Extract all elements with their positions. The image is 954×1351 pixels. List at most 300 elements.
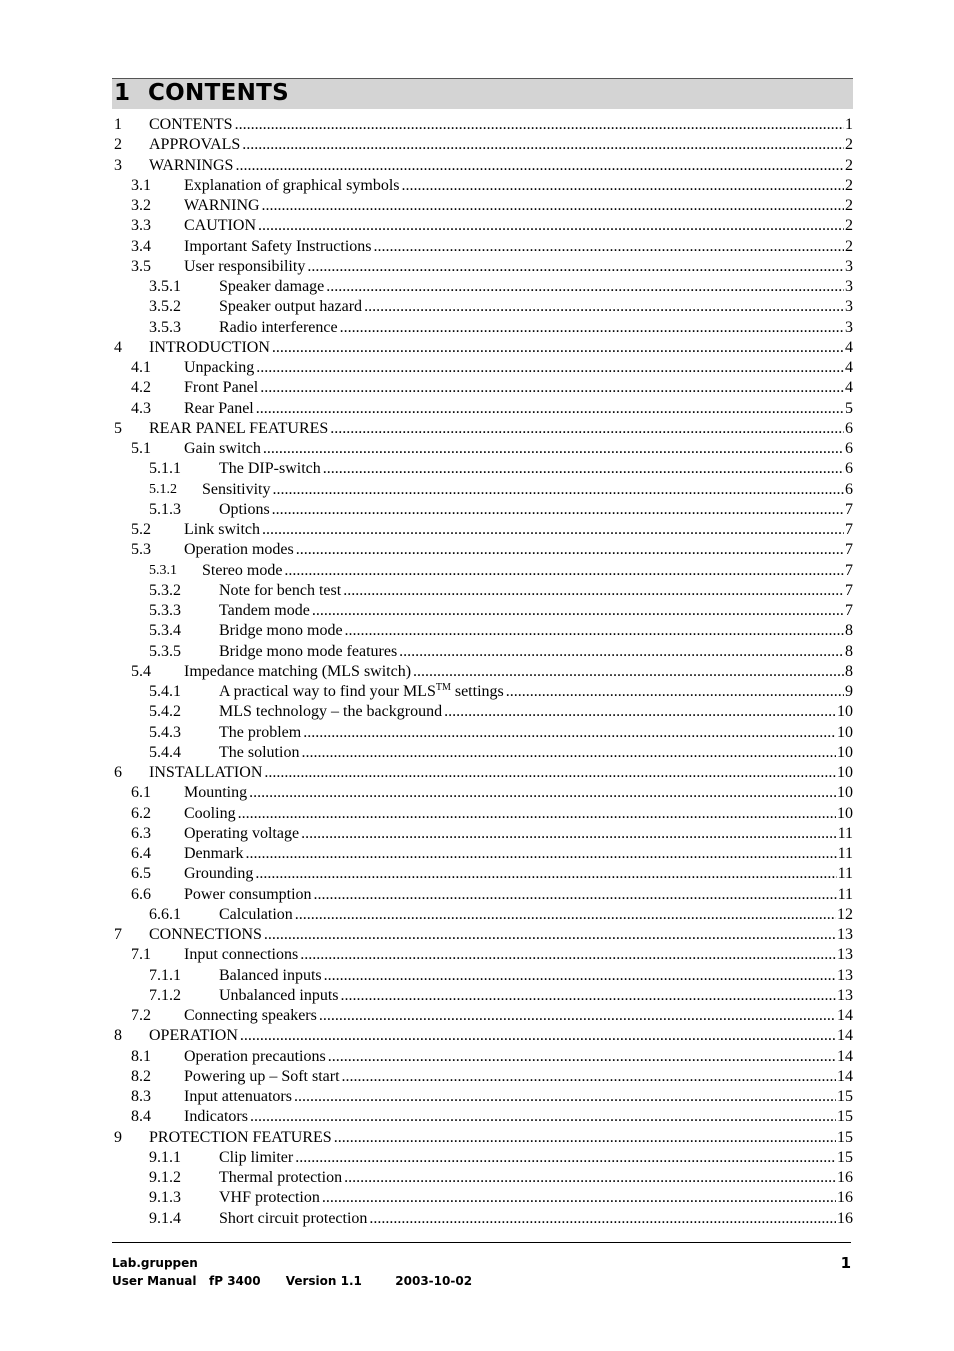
toc-entry-line (184, 520, 853, 540)
dot-leader (284, 561, 844, 581)
toc-entry-line (184, 439, 853, 459)
toc-entry-title-text: Link switch (184, 521, 260, 538)
toc-entry-number: 5.3 (131, 541, 151, 559)
toc-entry-number: 5.4.4 (149, 743, 181, 761)
toc-entry-number: 5.3.1 (149, 562, 177, 578)
toc-entry-title-text: INTRODUCTION (149, 338, 270, 356)
toc-entry-number: 3.1 (131, 176, 151, 194)
toc-entry-line (219, 966, 853, 986)
dot-leader (334, 1128, 836, 1148)
dot-leader (242, 135, 844, 155)
toc-entry-line (184, 378, 853, 398)
toc-entry-title (184, 237, 372, 257)
toc-entry-page: 14 (837, 1027, 853, 1045)
toc-entry[interactable] (112, 338, 853, 358)
toc-entry-number: 3.4 (131, 237, 151, 255)
toc-entry-title-text: Grounding (184, 865, 254, 883)
toc-entry[interactable] (112, 743, 853, 763)
toc-entry-title-text: Impedance matching (MLS switch) (184, 662, 412, 680)
toc-entry-title-text: Operating voltage (184, 824, 300, 842)
toc-entry-number: 6.3 (131, 824, 151, 842)
toc-entry-title-text: User responsibility (184, 257, 306, 275)
toc-entry-page: 10 (837, 804, 853, 822)
toc-entry[interactable] (112, 642, 853, 662)
toc-entry-page: 2 (845, 136, 853, 154)
toc-entry-page: 8 (845, 642, 853, 660)
toc-entry-title-text: PROTECTION FEATURES (149, 1128, 332, 1146)
toc-entry-number: 5.3.5 (149, 642, 181, 660)
toc-entry-title (184, 196, 260, 216)
toc-entry-title-text: Mounting (184, 784, 248, 802)
toc-entry[interactable] (112, 925, 853, 945)
toc-entry[interactable] (112, 540, 853, 560)
toc-entry-line (184, 1067, 853, 1087)
toc-entry-number: 6.5 (131, 865, 151, 883)
toc-entry-title-text: Input attenuators (184, 1088, 292, 1105)
toc-entry[interactable] (112, 783, 853, 803)
toc-entry[interactable] (112, 1188, 853, 1208)
toc-entry[interactable] (112, 439, 853, 459)
toc-entry-title (184, 864, 253, 884)
dot-leader (258, 216, 844, 236)
footer-page-number: 1 (840, 1254, 851, 1272)
toc-entry-number: 3 (114, 156, 122, 174)
toc-entry-number: 3.3 (131, 217, 151, 235)
toc-entry-number: 6.6.1 (149, 905, 181, 923)
toc-entry-number: 5.1.1 (149, 460, 181, 478)
toc-entry-number: 7.2 (131, 1007, 151, 1024)
toc-entry-line (184, 864, 853, 884)
toc-entry[interactable] (112, 135, 853, 155)
heading-number: 1 (114, 80, 131, 106)
dot-leader (300, 945, 836, 965)
toc-entry-line (184, 824, 853, 844)
toc-entry-line (149, 135, 853, 155)
toc-entry-title (184, 1006, 317, 1026)
toc-entry-title (184, 540, 294, 560)
toc-entry[interactable] (112, 237, 853, 257)
toc-entry[interactable] (112, 156, 853, 176)
toc-entry-page: 3 (845, 278, 853, 295)
toc-entry-line (184, 196, 853, 216)
toc-entry-page: 4 (845, 338, 853, 356)
dot-leader (296, 540, 844, 560)
toc-entry-line (184, 804, 853, 824)
dot-leader (323, 459, 844, 479)
toc-entry-number: 5.4.1 (149, 683, 181, 700)
toc-entry-number: 9.1.4 (149, 1209, 181, 1227)
toc-entry[interactable] (112, 1107, 853, 1127)
toc-entry-title-text: Bridge mono mode features (219, 642, 398, 660)
toc-entry-title-text: APPROVALS (149, 136, 241, 154)
footer-doc-info (112, 1274, 472, 1288)
dot-leader (340, 318, 844, 338)
toc-entry-line (184, 662, 853, 682)
toc-entry-title-text: The solution (219, 743, 300, 761)
toc-entry-line (149, 1026, 853, 1046)
toc-entry-page: 10 (837, 784, 853, 802)
dot-leader (413, 662, 844, 682)
toc-entry[interactable] (112, 1128, 853, 1148)
dot-leader (272, 480, 844, 500)
toc-entry-line (184, 176, 853, 196)
toc-entry-number: 6.2 (131, 804, 151, 822)
toc-entry-page: 2 (845, 156, 853, 174)
toc-entry-title (219, 459, 321, 479)
toc-entry[interactable] (112, 966, 853, 986)
toc-entry-line (184, 257, 853, 277)
toc-entry-line (219, 702, 853, 722)
toc-entry-number: 8.3 (131, 1088, 151, 1105)
dot-leader (260, 378, 844, 398)
toc-entry-title (149, 763, 262, 783)
toc-entry[interactable] (112, 419, 853, 439)
toc-entry-number: 9.1.3 (149, 1189, 181, 1207)
toc-entry-number: 3.5.1 (149, 278, 181, 295)
toc-entry-line (184, 1087, 853, 1107)
toc-entry-title (219, 318, 338, 338)
toc-entry-number: 4.1 (131, 359, 151, 376)
dot-leader (303, 723, 836, 743)
dot-leader (301, 824, 837, 844)
toc-entry-page: 3 (845, 257, 853, 275)
toc-entry-line (184, 1107, 853, 1127)
toc-entry-title (219, 277, 324, 297)
dot-leader (256, 358, 844, 378)
toc-entry-title-text: REAR PANEL FEATURES (149, 419, 329, 437)
toc-entry-title (184, 1087, 292, 1107)
toc-entry-page: 2 (845, 197, 853, 214)
toc-entry-line (219, 297, 853, 317)
toc-entry-title (184, 176, 400, 196)
toc-entry-title-text: MLS technology – the background (219, 703, 443, 721)
toc-entry-line (149, 925, 853, 945)
toc-entry[interactable] (112, 864, 853, 884)
toc-entry-title (219, 1168, 342, 1188)
toc-entry-title-text: Short circuit protection (219, 1209, 368, 1227)
toc-entry[interactable] (112, 459, 853, 479)
dot-leader (330, 419, 844, 439)
toc-entry-title (184, 216, 256, 236)
toc-entry-line (184, 783, 853, 803)
toc-entry-line (219, 318, 853, 338)
toc-entry-line (149, 156, 853, 176)
toc-entry-line (219, 743, 853, 763)
toc-entry-line (184, 844, 853, 864)
toc-entry[interactable] (112, 824, 853, 844)
toc-entry-title (184, 662, 411, 682)
toc-entry[interactable] (112, 1087, 853, 1107)
footer-rule (112, 1242, 851, 1243)
toc-entry-title-text: Balanced inputs (219, 966, 322, 984)
toc-entry-line (149, 1128, 853, 1148)
toc-entry-page: 13 (837, 986, 853, 1004)
toc-entry-line (219, 905, 853, 925)
toc-entry-page: 9 (845, 683, 853, 700)
toc-entry-title (184, 824, 299, 844)
dot-leader (402, 176, 844, 196)
toc-entry-page: 7 (845, 541, 853, 559)
toc-entry-page: 10 (837, 743, 853, 761)
toc-entry-title-text: WARNING (184, 197, 260, 214)
toc-entry[interactable] (112, 1209, 853, 1229)
toc-entry[interactable] (112, 1026, 853, 1046)
toc-entry-line (219, 500, 853, 520)
toc-entry-page: 4 (845, 359, 853, 376)
toc-entry-line (219, 682, 853, 702)
toc-entry[interactable] (112, 682, 853, 702)
toc-entry[interactable] (112, 905, 853, 925)
dot-leader (301, 743, 836, 763)
toc-entry[interactable] (112, 1047, 853, 1067)
toc-entry-line (219, 1148, 853, 1168)
toc-entry-title (149, 1128, 332, 1148)
toc-entry-number: 5.3.2 (149, 581, 181, 599)
toc-entry[interactable] (112, 500, 853, 520)
toc-entry-page: 2 (845, 217, 853, 235)
toc-entry[interactable] (112, 561, 853, 581)
toc-entry[interactable] (112, 216, 853, 236)
heading-title: CONTENTS (148, 80, 289, 106)
dot-leader (328, 1047, 836, 1067)
toc-entry-number: 5.3.4 (149, 622, 181, 640)
dot-leader (374, 237, 844, 257)
toc-entry[interactable] (112, 520, 853, 540)
toc-entry-line (184, 358, 853, 378)
toc-entry-line (219, 642, 853, 662)
toc-entry-line (149, 338, 853, 358)
toc-entry[interactable] (112, 196, 853, 216)
toc-entry-title (184, 520, 260, 540)
toc-entry-title-text: Denmark (184, 845, 244, 862)
toc-entry[interactable] (112, 601, 853, 621)
toc-entry-line (184, 540, 853, 560)
toc-entry-title-text: The problem (219, 723, 302, 741)
toc-entry[interactable] (112, 885, 853, 905)
toc-entry-title-text: Note for bench test (219, 581, 342, 599)
toc-entry[interactable] (112, 115, 853, 135)
toc-entry[interactable] (112, 702, 853, 722)
toc-entry-title (219, 297, 362, 317)
toc-entry[interactable] (112, 844, 853, 864)
toc-entry[interactable] (112, 1168, 853, 1188)
toc-entry-line (184, 885, 853, 905)
toc-entry-line (219, 1168, 853, 1188)
dot-leader (246, 844, 837, 864)
toc-entry[interactable] (112, 399, 853, 419)
toc-entry-page: 13 (837, 966, 853, 984)
toc-entry-line (184, 237, 853, 257)
toc-entry[interactable] (112, 662, 853, 682)
dot-leader (307, 257, 844, 277)
toc-entry-line (184, 399, 853, 419)
toc-entry-page: 11 (837, 824, 853, 842)
toc-entry-number: 8.1 (131, 1047, 151, 1065)
toc-entry[interactable] (112, 1006, 853, 1026)
toc-entry-title (184, 804, 236, 824)
toc-entry-number: 5.1 (131, 440, 151, 457)
toc-entry-title (149, 156, 233, 176)
toc-entry-title-text: Operation modes (184, 541, 294, 559)
dot-leader (399, 642, 844, 662)
toc-entry[interactable] (112, 318, 853, 338)
toc-entry[interactable] (112, 945, 853, 965)
toc-entry-page: 5 (845, 399, 853, 417)
toc-entry-page: 13 (837, 926, 853, 943)
section-heading (112, 78, 853, 109)
toc-entry-number: 5.4.2 (149, 703, 181, 721)
toc-entry[interactable] (112, 581, 853, 601)
toc-entry-title-text: A practical way to find your MLS (219, 683, 436, 700)
toc-entry-page: 3 (845, 318, 853, 336)
dot-leader (263, 439, 844, 459)
dot-leader (341, 986, 836, 1006)
toc-entry-page: 15 (837, 1148, 853, 1166)
toc-entry[interactable] (112, 986, 853, 1006)
toc-entry-title (184, 1067, 340, 1087)
dot-leader (369, 1209, 836, 1229)
toc-entry-number: 8 (114, 1027, 122, 1045)
toc-entry-line (219, 1188, 853, 1208)
toc-entry-number: 9 (114, 1128, 122, 1146)
toc-entry-title-text: Calculation (219, 905, 293, 923)
footer-manual: User Manual (112, 1274, 197, 1288)
dot-leader (319, 1006, 836, 1026)
toc-entry-number: 5.2 (131, 521, 151, 538)
toc-entry-title-text: Explanation of graphical symbols (184, 176, 400, 194)
toc-entry-line (184, 1006, 853, 1026)
toc-entry-title-text: Gain switch (184, 440, 261, 457)
toc-entry-line (219, 1209, 853, 1229)
toc-entry-title-text: Unpacking (184, 359, 255, 376)
toc-entry-title (184, 783, 247, 803)
toc-entry-title (219, 642, 397, 662)
toc-entry-number: 1 (114, 116, 122, 133)
dot-leader (256, 399, 844, 419)
toc-entry-line (219, 621, 853, 641)
dot-leader (314, 885, 837, 905)
toc-entry-title-text: Powering up – Soft start (184, 1067, 340, 1085)
toc-entry-page: 6 (845, 440, 853, 457)
toc-entry-page: 16 (837, 1189, 853, 1207)
footer-date: 2003-10-02 (395, 1274, 473, 1288)
dot-leader (506, 682, 844, 702)
toc-entry-page: 7 (845, 581, 853, 599)
toc-entry-title (184, 439, 261, 459)
toc-entry-title (184, 1107, 248, 1127)
toc-entry-line (184, 1047, 853, 1067)
toc-entry[interactable] (112, 378, 853, 398)
toc-entry-title (184, 358, 254, 378)
toc-entry[interactable] (112, 1148, 853, 1168)
dot-leader (295, 1148, 836, 1168)
toc-entry-title (219, 581, 341, 601)
toc-entry-page: 7 (845, 561, 853, 579)
toc-entry-title (149, 925, 262, 945)
toc-entry-title-text: CONNECTIONS (149, 926, 262, 943)
toc-entry-number: 6.4 (131, 845, 151, 862)
toc-entry-title (219, 601, 310, 621)
toc-entry-page: 6 (845, 460, 853, 478)
footer-brand: Lab.gruppen (112, 1256, 198, 1270)
toc-entry-title (184, 399, 254, 419)
toc-entry-page: 11 (837, 865, 853, 883)
toc-entry-number: 3.5 (131, 257, 151, 275)
toc-entry-line (219, 459, 853, 479)
toc-entry[interactable] (112, 480, 853, 500)
toc-entry[interactable] (112, 297, 853, 317)
dot-leader (295, 905, 836, 925)
dot-leader (364, 297, 844, 317)
toc-entry-line (219, 723, 853, 743)
toc-entry-title-text: Important Safety Instructions (184, 237, 372, 255)
dot-leader (262, 196, 844, 216)
toc-entry-page: 6 (845, 419, 853, 437)
toc-entry-number: 3.2 (131, 197, 151, 214)
toc-entry-number: 5.1.3 (149, 500, 181, 518)
dot-leader (322, 1188, 836, 1208)
toc-entry[interactable] (112, 358, 853, 378)
toc-entry[interactable] (112, 763, 853, 783)
toc-entry-number: 5.1.2 (149, 481, 177, 497)
toc-entry-title (184, 1047, 326, 1067)
toc-entry-number: 4.3 (131, 399, 151, 417)
toc-entry-title (219, 723, 301, 743)
toc-entry-title-text: Tandem mode (219, 602, 310, 619)
toc-entry-line (219, 986, 853, 1006)
toc-entry-page: 14 (837, 1047, 853, 1065)
toc-entry[interactable] (112, 176, 853, 196)
toc-entry-title-text: Options (219, 500, 270, 518)
toc-entry[interactable] (112, 1067, 853, 1087)
footer-model: fP 3400 (209, 1274, 261, 1288)
toc-entry-page: 7 (845, 521, 853, 538)
toc-entry-title-text: Bridge mono mode (219, 622, 343, 640)
toc-entry-title-text: VHF protection (219, 1189, 320, 1207)
toc-entry-page: 2 (845, 176, 853, 194)
toc-entry-title-text: Front Panel (184, 379, 259, 397)
dot-leader (264, 925, 836, 945)
toc-entry[interactable] (112, 257, 853, 277)
toc-entry[interactable] (112, 277, 853, 297)
toc-entry-number: 7 (114, 926, 122, 943)
toc-entry-title-text: Sensitivity (202, 480, 271, 498)
toc-entry-title (219, 682, 504, 702)
toc-entry-page: 14 (837, 1067, 853, 1085)
toc-entry-title-text: INSTALLATION (149, 764, 263, 781)
toc-entry-page: 8 (845, 622, 853, 640)
table-of-contents (112, 115, 853, 1229)
dot-leader (345, 621, 844, 641)
toc-entry-number: 5.4.3 (149, 723, 181, 741)
toc-entry-page: 1 (845, 116, 853, 133)
toc-entry-title (184, 378, 258, 398)
toc-entry-title (184, 257, 305, 277)
toc-entry-title (202, 480, 270, 500)
toc-entry-page: 10 (837, 703, 853, 721)
dot-leader (250, 1107, 836, 1127)
toc-entry-title (219, 621, 343, 641)
toc-entry[interactable] (112, 804, 853, 824)
toc-entry[interactable] (112, 723, 853, 743)
toc-entry-title-text: The DIP-switch (219, 460, 321, 478)
toc-entry-title (149, 135, 240, 155)
toc-entry[interactable] (112, 621, 853, 641)
toc-entry-number: 6.1 (131, 784, 151, 802)
toc-entry-line (184, 216, 853, 236)
dot-leader (235, 156, 844, 176)
toc-entry-title-text: Speaker output hazard (219, 298, 363, 316)
